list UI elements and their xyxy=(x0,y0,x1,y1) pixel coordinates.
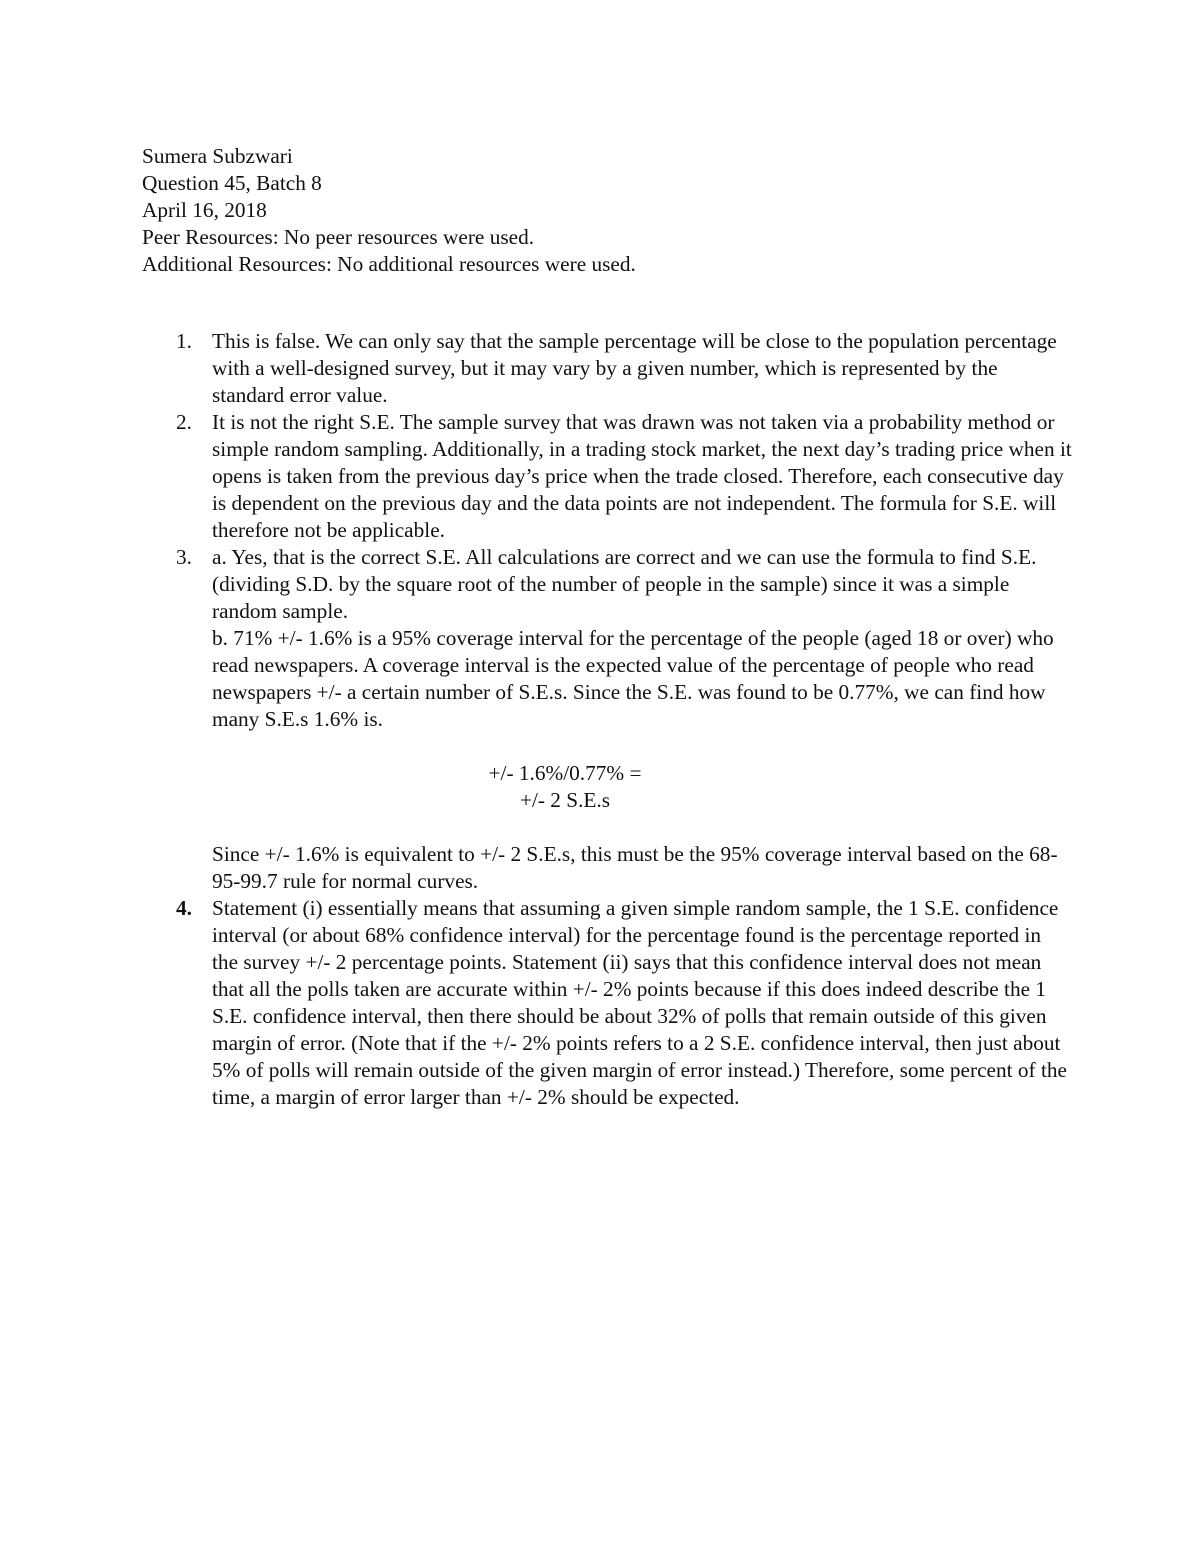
document-header xyxy=(142,143,1082,278)
answer-number: 4. xyxy=(176,896,192,920)
answer-list xyxy=(142,328,1072,1111)
answer-number: 2. xyxy=(176,410,192,434)
answer-text: It is not the right S.E. The sample survey that was drawn was not taken via a probability method or simple random sampling. Additionally, in a trading stock market, the next day’s trading price when it opens is taken from the previous day’s price when the trade closed. Therefore, each consecutive day is dependent on the previous day and the data points are not independent. The formula for S.E. will therefore not be applicable. xyxy=(212,410,1072,542)
answer-item-3 xyxy=(142,544,1072,895)
answer-part-b: b. 71% +/- 1.6% is a 95% coverage interval for the percentage of the people (aged 18 or over) who read newspapers. A coverage interval is the expected value of the percentage of people who read newspapers +/- a certain number of S.E.s. Since the S.E. was found to be 0.77%, we can find how many S.E.s 1.6% is. xyxy=(212,626,1054,731)
document-date: April 16, 2018 xyxy=(142,198,267,222)
answer-number: 1. xyxy=(176,329,192,353)
question-batch: Question 45, Batch 8 xyxy=(142,171,322,195)
formula-line-1: +/- 1.6%/0.77% = xyxy=(488,761,642,785)
answer-conclusion: Since +/- 1.6% is equivalent to +/- 2 S.E.s, this must be the 95% coverage interval based on the 68-95-99.7 rule for normal curves. xyxy=(212,842,1058,893)
answer-text: This is false. We can only say that the sample percentage will be close to the population percentage with a well-designed survey, but it may vary by a given number, which is represented by the standard error value. xyxy=(212,329,1057,407)
answer-number: 3. xyxy=(176,545,192,569)
answer-text: Statement (i) essentially means that assuming a given simple random sample, the 1 S.E. confidence interval (or about 68% confidence interval) for the percentage found is the percentage reported in the survey +/- 2 percentage points. Statement (ii) says that this confidence interval does not mean that all the polls taken are accurate within +/- 2% points because if this does indeed describe the 1 S.E. confidence interval, then there should be about 32% of polls that remain outside of this given margin of error. (Note that if the +/- 2% points refers to a 2 S.E. confidence interval, then just about 5% of polls will remain outside of the given margin of error instead.) Therefore, some percent of the time, a margin of error larger than +/- 2% should be expected. xyxy=(212,896,1067,1109)
author-name: Sumera Subzwari xyxy=(142,144,293,168)
peer-resources: Peer Resources: No peer resources were used. xyxy=(142,225,535,249)
additional-resources: Additional Resources: No additional resources were used. xyxy=(142,252,636,276)
answer-item-4 xyxy=(142,895,1072,1111)
answer-item-1 xyxy=(142,328,1072,409)
answer-item-2 xyxy=(142,409,1072,544)
answer-part-a: a. Yes, that is the correct S.E. All calculations are correct and we can use the formula to find S.E. (dividing S.D. by the square root of the number of people in the sample) since it was a simple random sample. xyxy=(212,545,1037,623)
formula-line-2: +/- 2 S.E.s xyxy=(519,788,611,812)
formula-block xyxy=(212,760,918,814)
